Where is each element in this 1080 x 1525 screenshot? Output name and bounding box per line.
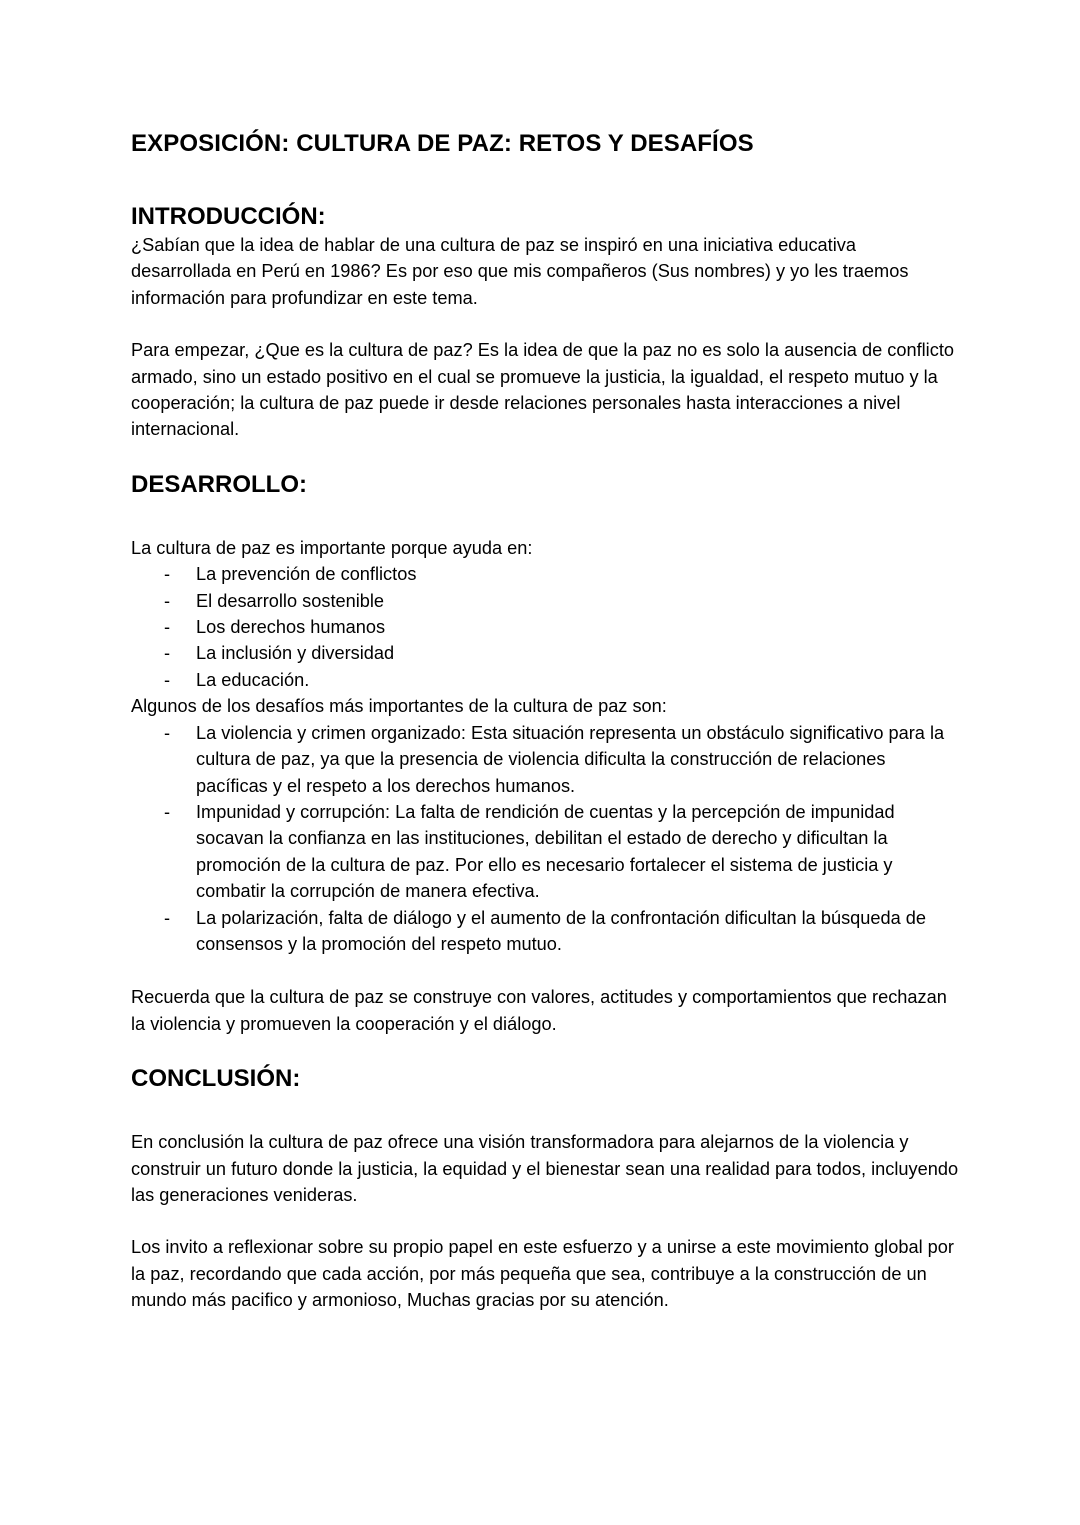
list-item: - La prevención de conflictos (196, 561, 961, 587)
document-page (131, 128, 961, 1314)
list-item: - La polarización, falta de diálogo y el aumento de la confrontación dificultan la búsqueda de consensos y la promoción del respeto mutuo. (196, 905, 961, 958)
introduccion-heading: INTRODUCCIÓN: (131, 203, 326, 230)
conclusion-heading: CONCLUSIÓN: (131, 1065, 301, 1093)
list-item: - El desarrollo sostenible (196, 588, 961, 614)
introduccion-paragraph-1: ¿Sabían que la idea de hablar de una cultura de paz se inspiró en una iniciativa educativa desarrollada en Perú en 1986? Es por eso que mis compañeros (Sus nombres) y yo les traemos información para profundizar en este tema. (131, 235, 909, 308)
introduccion-paragraph-2: Para empezar, ¿Que es la cultura de paz? Es la idea de que la paz no es solo la ausencia de conflicto armado, sino un estado positivo en el cual se promueve la justicia, la igualdad, el respeto mutuo y la cooperación; la cultura de paz puede ir desde relaciones personales hasta interacciones a nivel internacional. (131, 340, 954, 440)
conclusion-paragraph-1: En conclusión la cultura de paz ofrece una visión transformadora para alejarnos de la violencia y construir un futuro donde la justicia, la equidad y el bienestar sean una realidad para todos, incluyendo las generaciones venideras. (131, 1132, 959, 1205)
importancia-list (131, 561, 961, 693)
recuerda-paragraph: Recuerda que la cultura de paz se construye con valores, actitudes y comportamientos que rechazan la violencia y promueven la cooperación y el diálogo. (131, 987, 947, 1034)
desarrollo-heading: DESARROLLO: (131, 470, 307, 498)
desafios-list (131, 720, 961, 958)
conclusion-paragraph-2: Los invito a reflexionar sobre su propio papel en este esfuerzo y a unirse a este movimiento global por la paz, recordando que cada acción, por más pequeña que sea, contribuye a la construcción de un mundo más pacifico y armonioso, Muchas gracias por su atención. (131, 1237, 954, 1311)
list-item: - Impunidad y corrupción: La falta de rendición de cuentas y la percepción de impunidad socavan la confianza en las instituciones, debilitan el estado de derecho y dificultan la promoción de la cultura de paz. Por ello es necesario fortalecer el sistema de justicia y combatir la corrupción de manera efectiva. (196, 799, 961, 905)
desafios-intro: Algunos de los desafíos más importantes de la cultura de paz son: (131, 696, 667, 717)
list-item: - La educación. (196, 667, 961, 693)
list-item: - La inclusión y diversidad (196, 640, 961, 666)
document-title: EXPOSICIÓN: CULTURA DE PAZ: RETOS Y DESAFÍOS (131, 130, 754, 157)
desarrollo-intro: La cultura de paz es importante porque ayuda en: (131, 537, 533, 558)
list-item: - Los derechos humanos (196, 614, 961, 640)
list-item: - La violencia y crimen organizado: Esta situación representa un obstáculo significativo para la cultura de paz, ya que la presencia de violencia dificulta la construcción de relaciones pacíficas y el respeto a los derechos humanos. (196, 720, 961, 799)
